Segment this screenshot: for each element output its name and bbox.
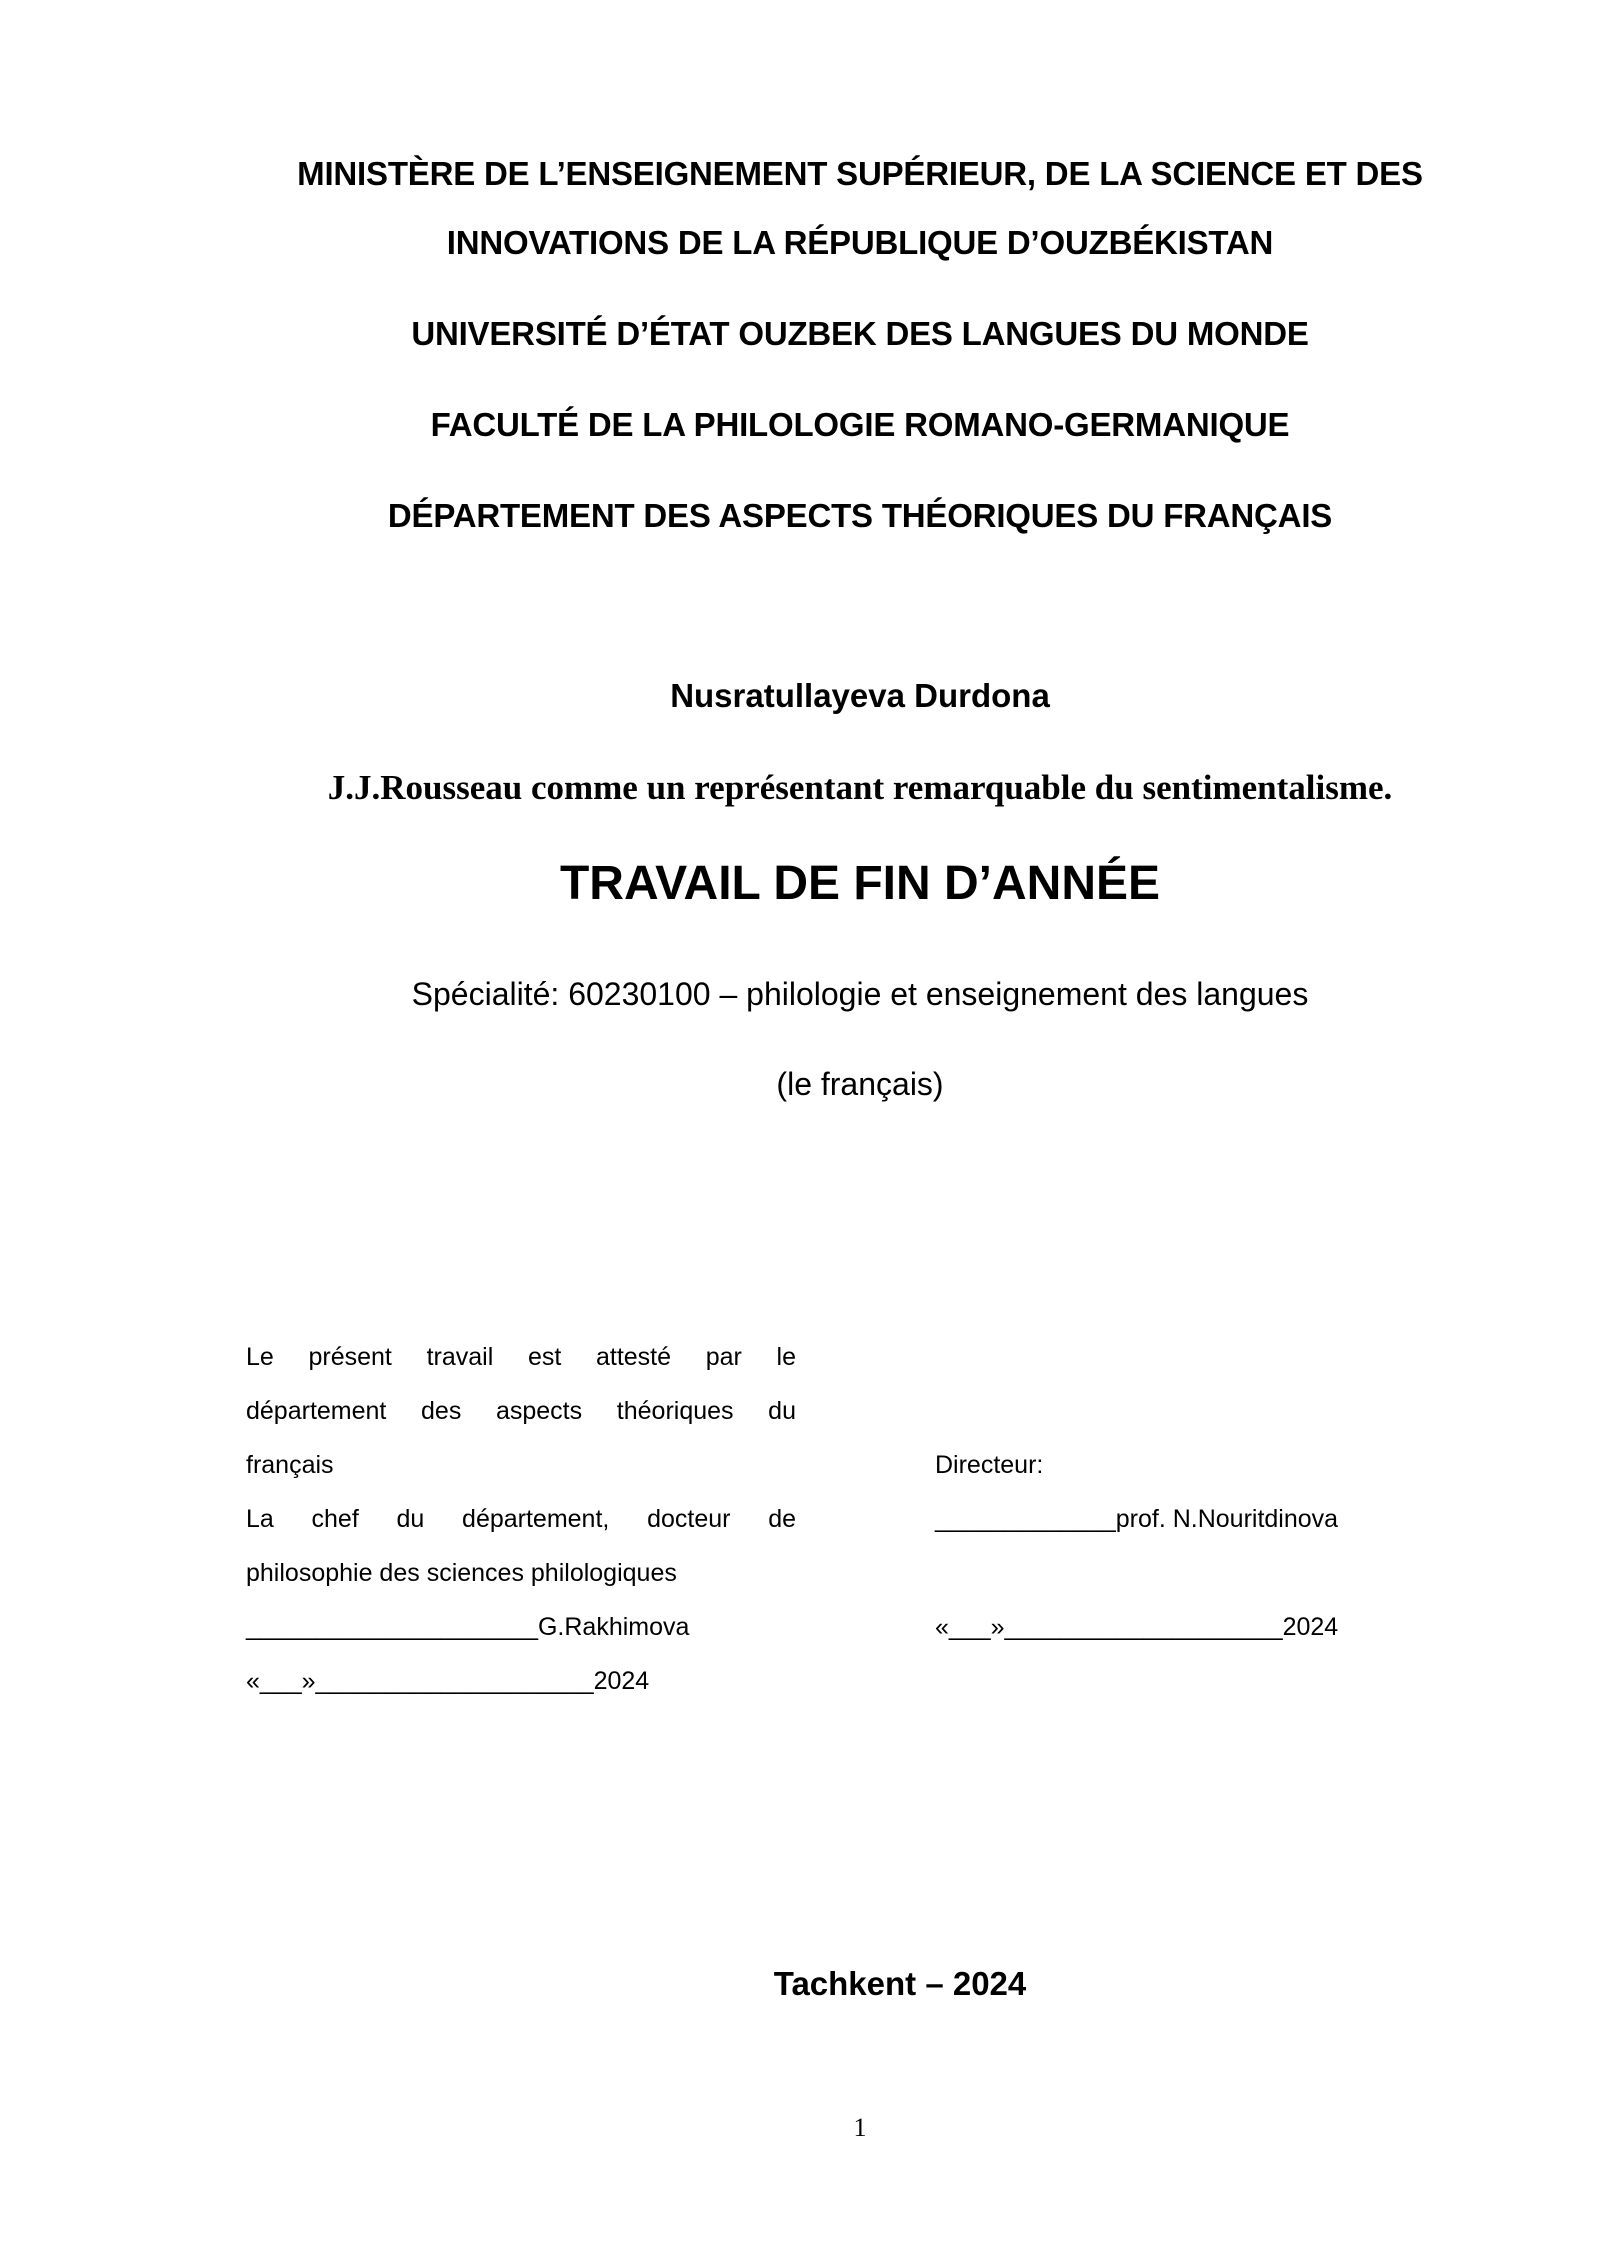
attestation-line: français	[246, 1451, 334, 1479]
director-label: Directeur:	[935, 1451, 1044, 1479]
city-year: Tachkent – 2024	[773, 1965, 1027, 2002]
attestation-line: La chef du département, docteur de	[246, 1505, 796, 1533]
director-date-line: «___»____________________2024	[935, 1613, 1339, 1641]
thesis-topic: J.J.Rousseau comme un représentant remarquable du sentimentalisme.	[327, 768, 1393, 807]
author-name: Nusratullayeva Durdona	[670, 677, 1050, 714]
ministry-heading-line1: MINISTÈRE DE L’ENSEIGNEMENT SUPÉRIEUR, DE LA SCIENCE ET DES	[297, 155, 1423, 192]
head-signature-line: _____________________G.Rakhimova	[246, 1613, 690, 1641]
specialty-line: Spécialité: 60230100 – philologie et enseignement des langues	[411, 976, 1309, 1012]
attestation-line: philosophie des sciences philologiques	[246, 1559, 677, 1587]
specialty-language: (le français)	[776, 1066, 944, 1102]
faculty-heading: FACULTÉ DE LA PHILOLOGIE ROMANO-GERMANIQUE	[430, 406, 1290, 443]
spacer	[935, 1546, 1435, 1600]
director-block	[935, 1438, 1435, 1654]
page-number: 1	[853, 2113, 867, 2142]
work-type-title: TRAVAIL DE FIN D’ANNÉE	[559, 857, 1161, 910]
department-heading: DÉPARTEMENT DES ASPECTS THÉORIQUES DU FRANÇAIS	[387, 497, 1333, 534]
attestation-line: département des aspects théoriques du	[246, 1397, 796, 1425]
ministry-heading-line2: INNOVATIONS DE LA RÉPUBLIQUE D’OUZBÉKISTAN	[446, 224, 1274, 261]
attestation-line: Le présent travail est attesté par le	[246, 1343, 796, 1371]
attestation-block	[246, 1330, 796, 1708]
university-heading: UNIVERSITÉ D’ÉTAT OUZBEK DES LANGUES DU MONDE	[411, 315, 1309, 352]
head-date-line: «___»____________________2024	[246, 1667, 650, 1695]
director-signature-line: _____________prof. N.Nouritdinova	[935, 1505, 1339, 1533]
